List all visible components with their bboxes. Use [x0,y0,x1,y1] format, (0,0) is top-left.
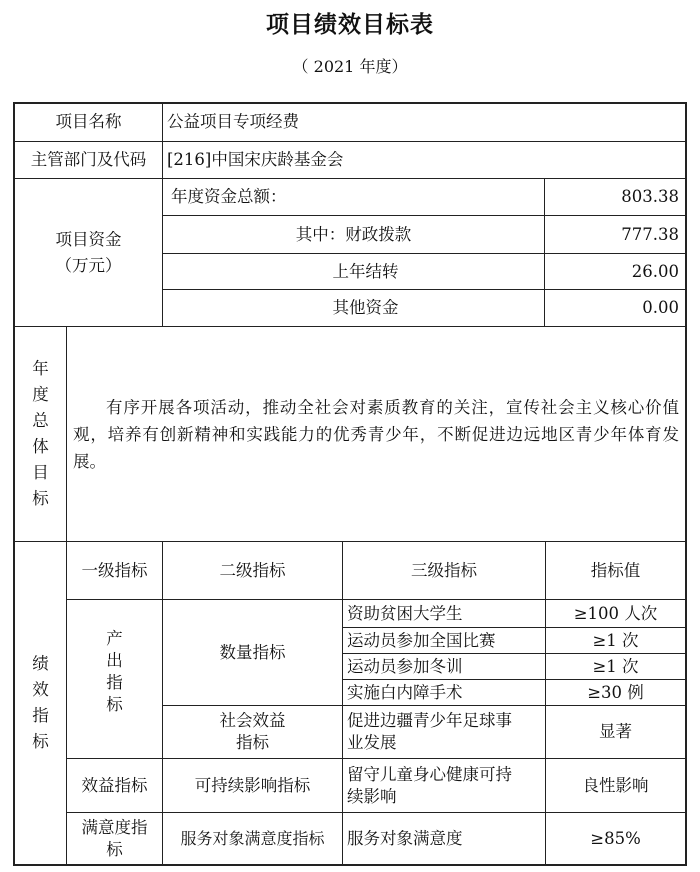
goal-label-char: 目 [32,463,49,482]
satisfaction-label-line2: 标 [106,839,123,859]
indicators-label-char: 效 [32,680,49,699]
service-satisfaction-item: 服务对象满意度 [347,828,463,848]
funds-label [15,179,162,326]
service-satisfaction-value: ≥85% [590,828,641,848]
satisfaction-label-line1: 满意度指 [81,817,148,837]
social-benefit-item [343,706,545,758]
goal-label-char: 体 [32,437,49,456]
goal-label-char: 年 [32,359,49,378]
indicators-label [15,542,66,864]
overall-goal-text: 有序开展各项活动，推动全社会对素质教育的关注，宣传社会主义核心价值观，培养有创新精神和实践能力的优秀青少年，不断促进边远地区青少年体育发展。 [73,397,679,471]
funds-fiscal-value: 777.38 [621,224,679,244]
output-label-char: 产 [106,629,123,648]
output-label-char: 出 [106,651,123,670]
social-benefit-label-line2: 指标 [236,733,269,752]
goal-label-char: 度 [32,385,49,404]
funds-label-line2: （万元） [55,255,122,275]
indicators-label-char: 绩 [32,654,49,673]
goal-label-char: 总 [32,411,49,430]
funds-label-line1: 项目资金 [55,229,122,249]
year-subtitle: （ 2021 年度） [292,57,408,76]
output-label-char: 指 [106,673,123,692]
department-value: [216]中国宋庆龄基金会 [167,150,344,169]
output-label-char: 标 [106,695,123,714]
funds-total-label: 年度资金总额： [171,187,287,206]
sustainable-impact-label: 可持续影响指标 [194,775,311,795]
sustainable-impact-item [343,759,545,812]
sustainable-impact-value: 良性影响 [582,775,649,795]
quantity-item-value: ≥100 人次 [573,603,658,623]
indicators-label-char: 指 [32,706,49,725]
header-level1: 一级指标 [81,560,148,580]
funds-other-value: 0.00 [642,298,679,317]
quantity-item-value: ≥1 次 [592,656,639,676]
header-value: 指标值 [590,560,641,580]
header-level2: 二级指标 [219,560,286,580]
quantity-item-name: 运动员参加全国比赛 [347,630,496,650]
social-benefit-label-line1: 社会效益 [219,711,286,730]
benefit-item-line1: 留守儿童身心健康可持 [347,764,512,784]
funds-other-label: 其他资金 [332,298,399,317]
funds-total-value: 803.38 [621,187,679,206]
social-item-line1: 促进边疆青少年足球事 [347,711,512,730]
quantity-item-name: 运动员参加冬训 [347,656,463,676]
social-benefit-value: 显著 [599,722,632,741]
quantity-item-value: ≥30 例 [587,682,644,702]
benefit-item-line2: 续影响 [347,786,397,806]
header-level3: 三级指标 [411,560,477,580]
project-name-label: 项目名称 [55,112,122,131]
social-item-line2: 业发展 [347,733,397,752]
service-satisfaction-label: 服务对象满意度指标 [180,828,325,848]
quantity-item-value: ≥1 次 [592,630,639,650]
quantity-indicator-label: 数量指标 [219,642,286,662]
goal-label-char: 标 [32,489,49,508]
quantity-item-name: 实施白内障手术 [347,682,463,702]
overall-goal-label [15,327,66,541]
quantity-item-name: 资助贫困大学生 [347,603,463,623]
social-benefit-label [163,706,342,758]
funds-fiscal-label: 其中：财政拨款 [295,224,412,244]
department-label: 主管部门及代码 [30,150,147,169]
funds-carryover-label: 上年结转 [332,261,399,281]
benefit-indicator-label: 效益指标 [81,775,148,795]
indicators-label-char: 标 [32,732,49,751]
overall-goal-text-cell [67,327,685,541]
satisfaction-indicator-label [67,813,162,864]
page-title: 项目绩效目标表 [266,12,434,38]
output-indicator-label [67,600,162,758]
project-name-value: 公益项目专项经费 [167,112,299,131]
funds-carryover-value: 26.00 [631,261,679,281]
